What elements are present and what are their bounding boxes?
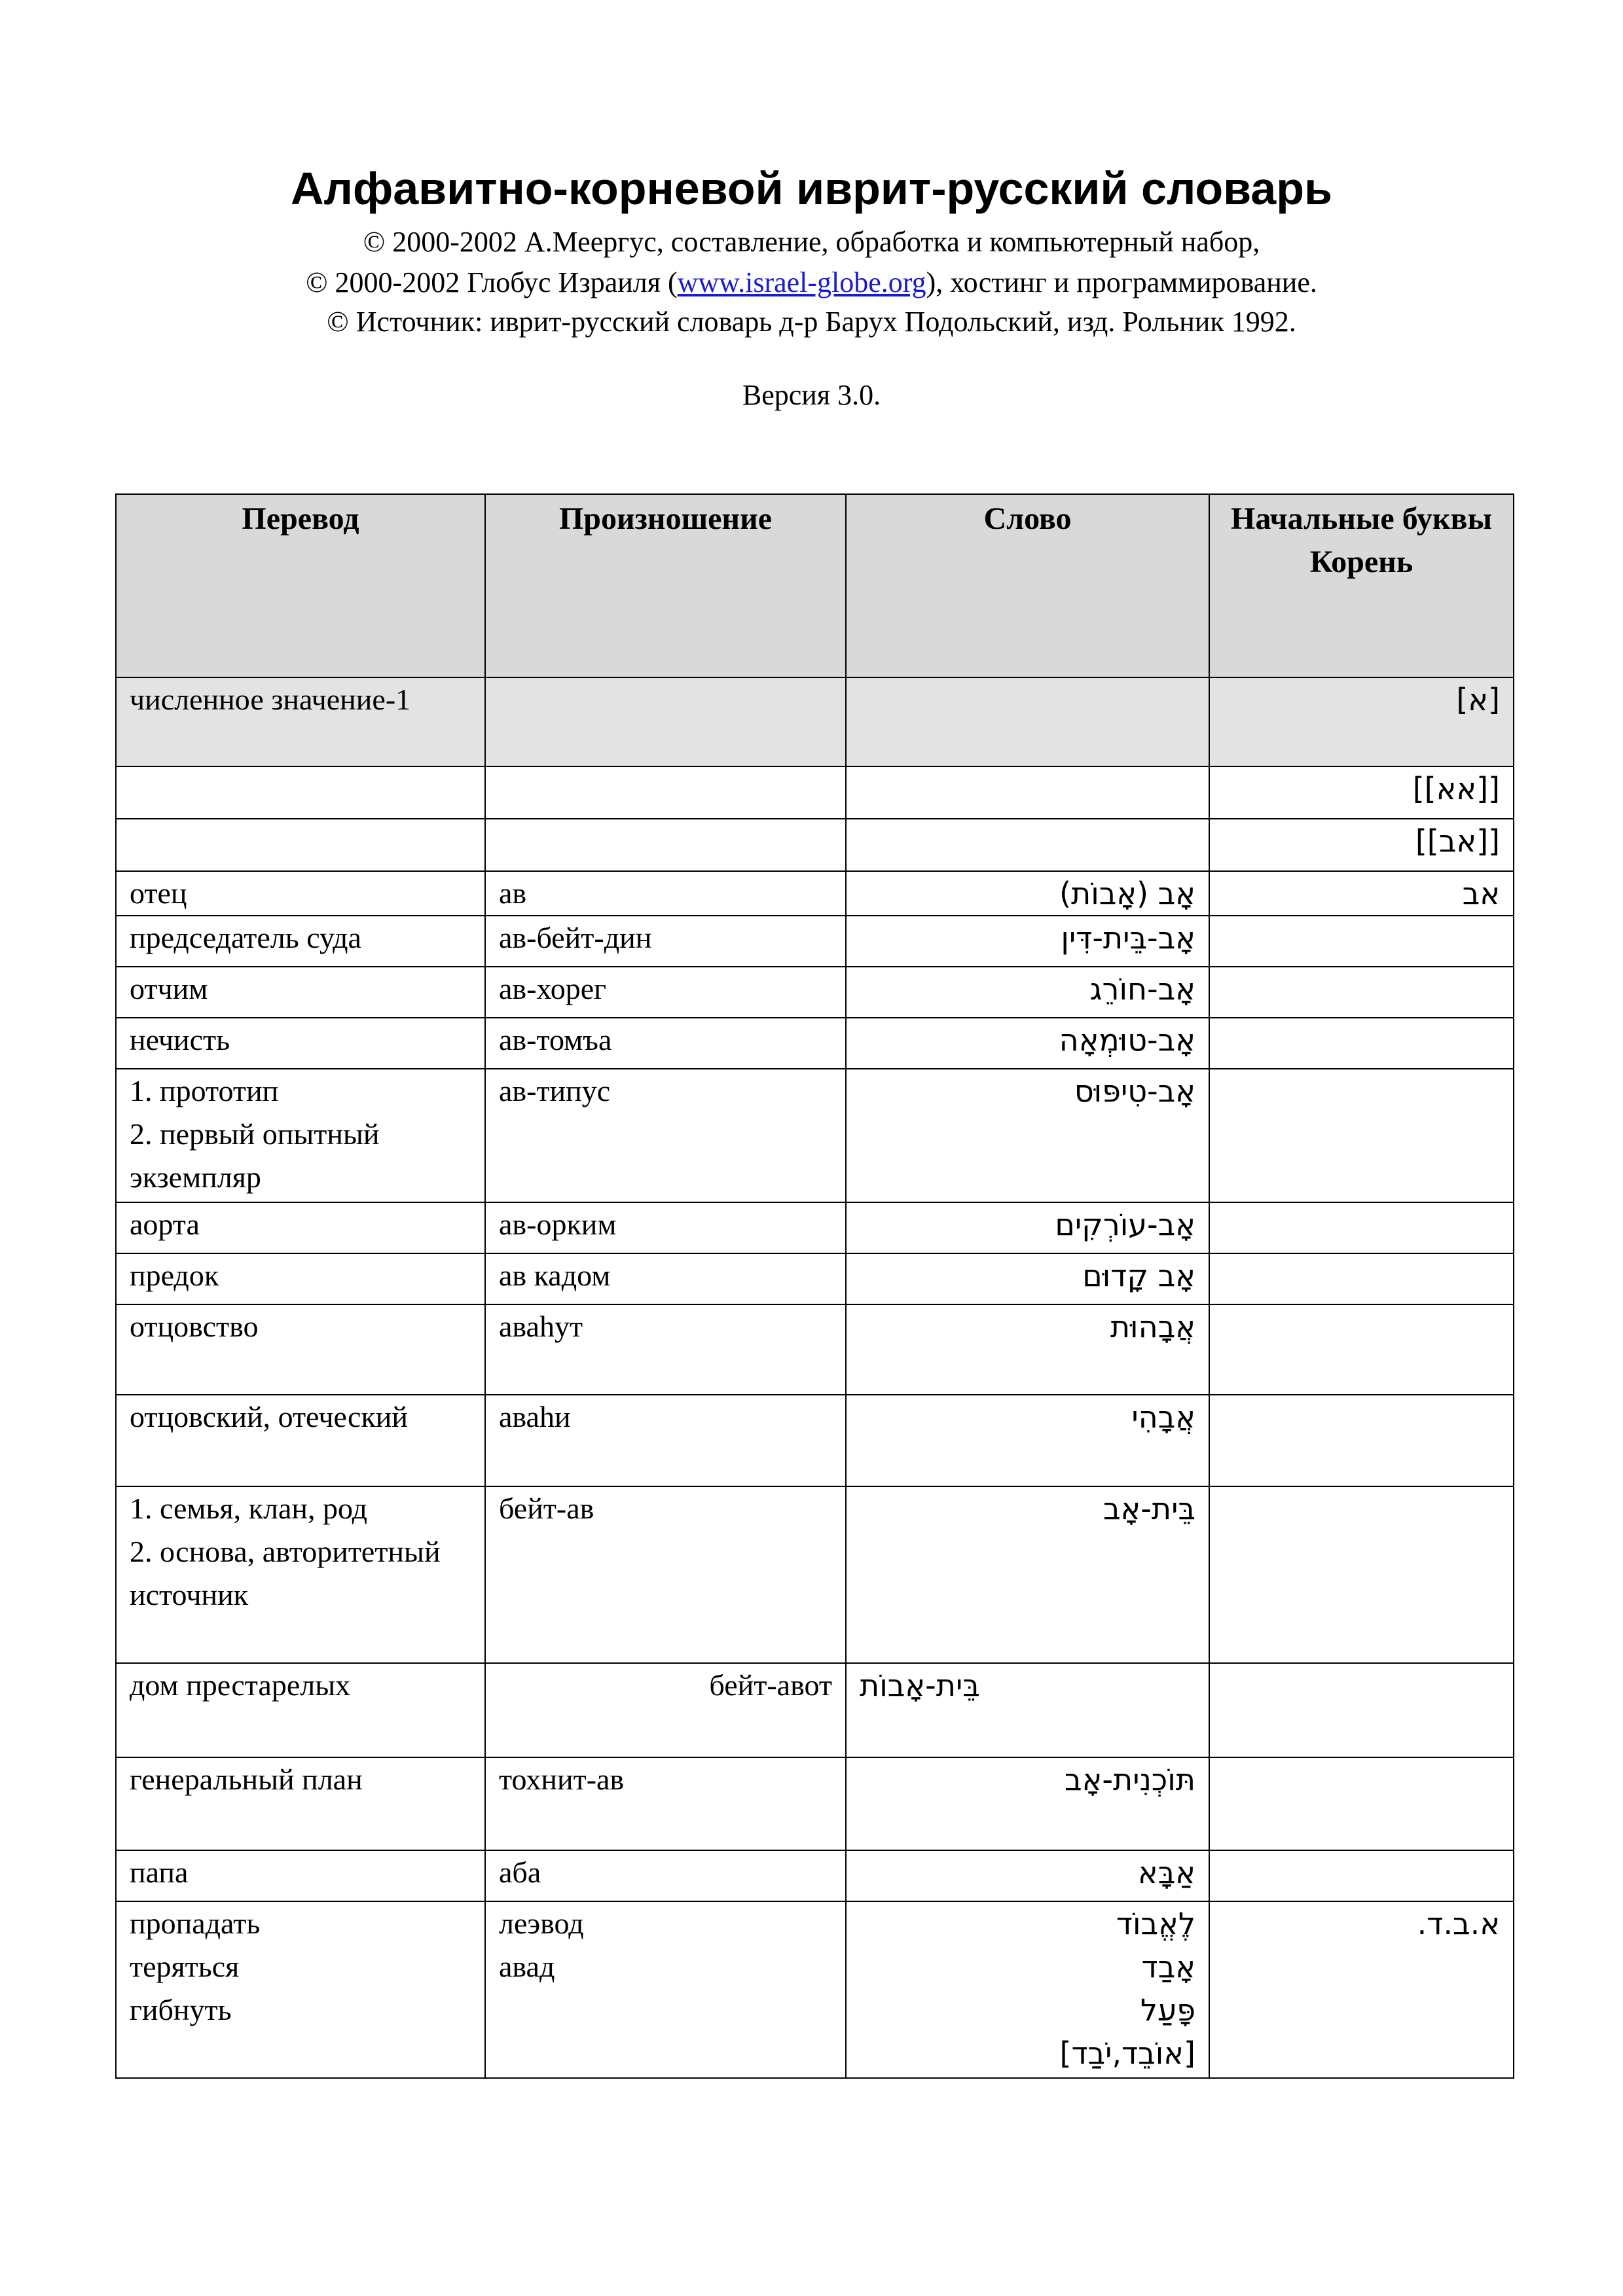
version-label: Версия 3.0.: [742, 379, 881, 411]
table-row: [116, 1018, 1514, 1069]
table-row: [116, 1486, 1514, 1663]
cell-translation: отцовство: [116, 1304, 485, 1395]
table-row: [116, 1395, 1514, 1486]
cell-root: [[אא]]: [1209, 766, 1514, 819]
table-row: [116, 677, 1514, 766]
cell-translation: отец: [116, 871, 485, 916]
cell-translation: председатель суда: [116, 916, 485, 967]
table-header-row: [116, 494, 1514, 677]
cell-pronunciation: ав-хорег: [485, 967, 846, 1018]
table-row: [116, 1069, 1514, 1202]
cell-word: [846, 819, 1209, 871]
cell-pronunciation: леэвод авад: [485, 1901, 846, 2078]
credit-line-source: © Источник: иврит-русский словарь д-р Барух Подольский, изд. Рольник 1992.: [327, 306, 1296, 338]
cell-pronunciation: ав-типус: [485, 1069, 846, 1202]
cell-word: בֵּית-אָבוֹת: [846, 1663, 1209, 1757]
document-title: Алфавитно-корневой иврит-русский словарь: [290, 163, 1333, 214]
credit-hosting-suffix: ), хостинг и программирование.: [926, 266, 1317, 298]
table-row: [116, 1850, 1514, 1901]
cell-pronunciation: тохнит-ав: [485, 1757, 846, 1850]
israel-globe-link[interactable]: www.israel-globe.org: [677, 266, 926, 298]
cell-root: [1209, 1850, 1514, 1901]
cell-word: אֲבָהוּת: [846, 1304, 1209, 1395]
table-row: [116, 1253, 1514, 1304]
cell-pronunciation: ав-орким: [485, 1202, 846, 1253]
cell-pronunciation: аваhут: [485, 1304, 846, 1395]
table-row: [116, 1901, 1514, 2078]
cell-word: [846, 766, 1209, 819]
table-row: [116, 819, 1514, 871]
cell-root: [1209, 916, 1514, 967]
cell-pronunciation: бейт-ав: [485, 1486, 846, 1663]
cell-translation: генеральный план: [116, 1757, 485, 1850]
cell-root: [1209, 1069, 1514, 1202]
cell-translation: предок: [116, 1253, 485, 1304]
cell-word: אָב-טוּמְאָה: [846, 1018, 1209, 1069]
cell-translation: [116, 819, 485, 871]
cell-root: [1209, 967, 1514, 1018]
cell-translation: [116, 766, 485, 819]
cell-translation: отчим: [116, 967, 485, 1018]
dictionary-table: [115, 493, 1514, 2079]
cell-word: אָב (אָבוֹת): [846, 871, 1209, 916]
cell-translation: пропадать теряться гибнуть: [116, 1901, 485, 2078]
cell-word: לֶאֱבוֹד אָבַד פָּעַל [אוֹבֵד,יֹבַד]: [846, 1901, 1209, 2078]
cell-word: אָב-עוֹרְקִים: [846, 1202, 1209, 1253]
cell-translation: аорта: [116, 1202, 485, 1253]
cell-translation: 1. прототип 2. первый опытный экземпляр: [116, 1069, 485, 1202]
table-row: [116, 1202, 1514, 1253]
column-header-translation: Перевод: [116, 494, 485, 677]
cell-pronunciation: [485, 819, 846, 871]
cell-pronunciation: ав-томъа: [485, 1018, 846, 1069]
cell-pronunciation: бейт-авот: [485, 1663, 846, 1757]
cell-word: אַבָּא: [846, 1850, 1209, 1901]
column-header-word: Слово: [846, 494, 1209, 677]
cell-translation: отцовский, отеческий: [116, 1395, 485, 1486]
cell-pronunciation: ав-бейт-дин: [485, 916, 846, 967]
cell-root: [1209, 1253, 1514, 1304]
column-header-root: Начальные буквы Корень: [1209, 494, 1514, 677]
cell-root: [1209, 1757, 1514, 1850]
table-row: [116, 1757, 1514, 1850]
cell-translation: 1. семья, клан, род 2. основа, авторитетный источник: [116, 1486, 485, 1663]
cell-root: א.ב.ד.: [1209, 1901, 1514, 2078]
cell-word: אָב-טִיפּוּס: [846, 1069, 1209, 1202]
cell-pronunciation: ав кадом: [485, 1253, 846, 1304]
cell-root: [[אב]]: [1209, 819, 1514, 871]
cell-pronunciation: аба: [485, 1850, 846, 1901]
cell-translation: численное значение-1: [116, 677, 485, 766]
cell-word: אֲבָהִי: [846, 1395, 1209, 1486]
cell-word: אָב-בֵּית-דִּין: [846, 916, 1209, 967]
table-row: [116, 871, 1514, 916]
cell-translation: папа: [116, 1850, 485, 1901]
cell-root: [א]: [1209, 677, 1514, 766]
table-row: [116, 967, 1514, 1018]
cell-word: אָב-חוֹרֵג: [846, 967, 1209, 1018]
cell-root: [1209, 1395, 1514, 1486]
cell-pronunciation: [485, 766, 846, 819]
column-header-pronunciation: Произношение: [485, 494, 846, 677]
table-row: [116, 1663, 1514, 1757]
cell-pronunciation: ав: [485, 871, 846, 916]
cell-word: [846, 677, 1209, 766]
table-row: [116, 916, 1514, 967]
cell-word: אָב קָדוּם: [846, 1253, 1209, 1304]
cell-root: [1209, 1018, 1514, 1069]
cell-pronunciation: [485, 677, 846, 766]
credit-line-hosting: [0, 263, 1623, 302]
credit-hosting-prefix: © 2000-2002 Глобус Израиля (: [306, 266, 678, 298]
cell-root: אב: [1209, 871, 1514, 916]
cell-root: [1209, 1486, 1514, 1663]
cell-word: בֵּית-אָב: [846, 1486, 1209, 1663]
cell-pronunciation: аваhи: [485, 1395, 846, 1486]
cell-root: [1209, 1663, 1514, 1757]
cell-translation: нечисть: [116, 1018, 485, 1069]
table-row: [116, 1304, 1514, 1395]
cell-word: תּוֹכְנִית-אָב: [846, 1757, 1209, 1850]
cell-root: [1209, 1202, 1514, 1253]
credit-line-compilation: © 2000-2002 А.Меергус, составление, обработка и компьютерный набор,: [363, 226, 1260, 258]
cell-root: [1209, 1304, 1514, 1395]
cell-translation: дом престарелых: [116, 1663, 485, 1757]
table-row: [116, 766, 1514, 819]
